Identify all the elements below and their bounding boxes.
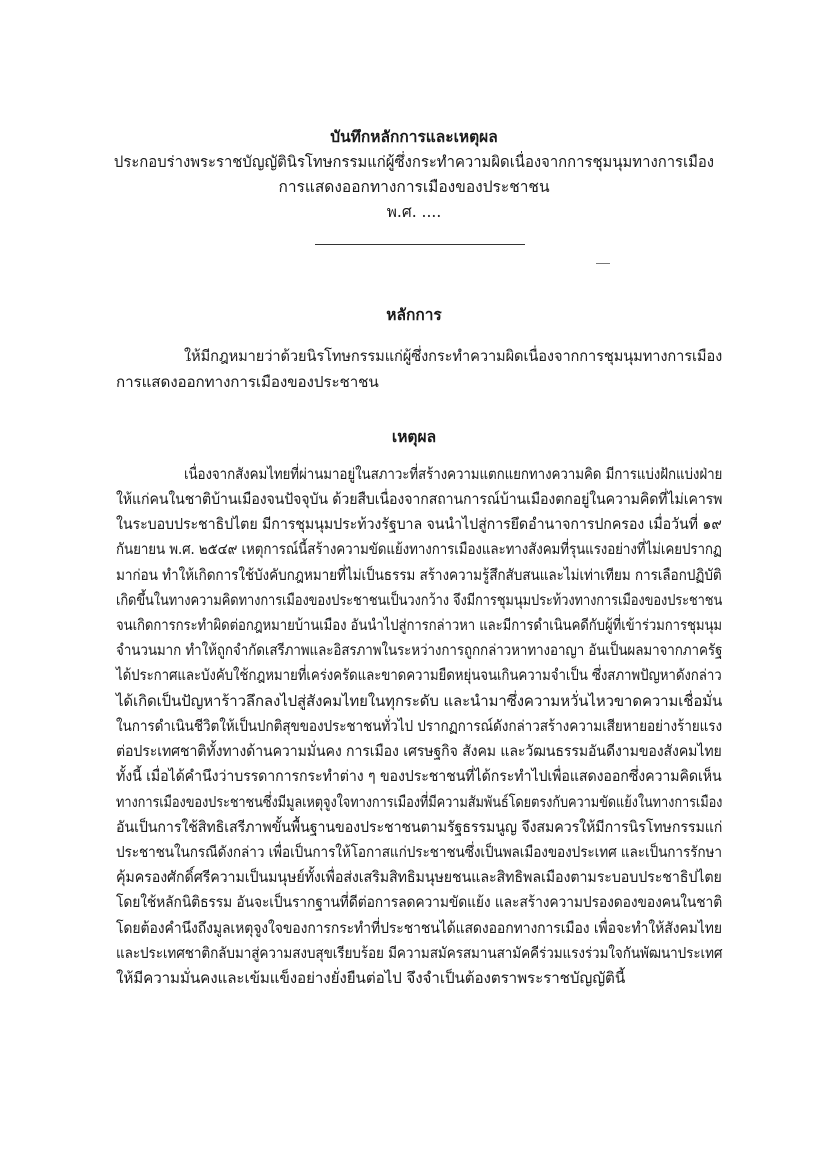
reason-line: ได้เกิดเป็นปัญหาร้าวลึกลงไปสู่สังคมไทยในทุกระดับ และนำมาซึ่งความหวั่นไหวขาดความเชื่อมั่น — [116, 692, 723, 710]
reason-line: กันยายน พ.ศ. ๒๕๔๙ เหตุการณ์นี้สร้างความขัดแย้งทางการเมืองและทางสังคมที่รุนแรงอย่างที่ไม่เคยปรากฏ — [116, 540, 722, 558]
reason-line: จนเกิดการกระทำผิดต่อกฎหมายบ้านเมือง อันนำไปสู่การกล่าวหา และมีการดำเนินคดีกับผู้ที่เข้าร่วมการชุมนุม — [116, 616, 723, 634]
reason-line: โดยใช้หลักนิติธรรม อันจะเป็นรากฐานที่ดีต่อการลดความขัดแย้ง และสร้างความปรองดองของคนในชาติ — [116, 893, 723, 911]
reason-line: อันเป็นการใช้สิทธิเสรีภาพขั้นพื้นฐานของประชาชนตามรัฐธรรมนูญ จึงสมควรให้มีการนิรโทษกรรมแก่ — [116, 818, 723, 836]
principle-line: ให้มีกฎหมายว่าด้วยนิรโทษกรรมแก่ผู้ซึ่งกระทำความผิดเนื่องจากการชุมนุมทางการเมือง — [184, 347, 723, 365]
document-subtitle-line-2: การแสดงออกทางการเมืองของประชาชน — [278, 178, 550, 196]
reason-line: ในการดำเนินชีวิตให้เป็นปกติสุขของประชาชนทั่วไป ปรากฏการณ์ดังกล่าวสร้างความเสียหายอย่างร้ายแรง — [116, 717, 722, 735]
reason-line: ทั้งนี้ เมื่อได้คำนึงว่าบรรดาการกระทำต่าง ๆ ของประชาชนที่ได้กระทำไปเพื่อแสดงออกซึ่งความคิดเห็น — [116, 767, 722, 785]
reason-line: เกิดขึ้นในทางความคิดทางการเมืองของประชาชนเป็นวงกว้าง จึงมีการชุมนุมประท้วงทางการเมืองของประชาชน — [116, 591, 723, 609]
reason-line: โดยต้องคำนึงถึงมูลเหตุจูงใจของการกระทำที่ประชาชนได้แสดงออกทางการเมือง เพื่อจะทำให้สังคมไทย — [116, 919, 722, 937]
principle-line: การแสดงออกทางการเมืองของประชาชน — [116, 373, 379, 391]
reason-line: ทางการเมืองของประชาชนซึ่งมีมูลเหตุจูงใจทางการเมืองที่มีความสัมพันธ์โดยตรงกับความขัดแย้งในทางการเมือง — [116, 793, 723, 811]
reason-line: ให้แก่คนในชาติบ้านเมืองจนปัจจุบัน ด้วยสืบเนื่องจากสถานการณ์บ้านเมืองตกอยู่ในความคิดที่ไม่เคารพ — [116, 490, 723, 508]
scan-artifact — [596, 263, 610, 264]
reason-line: และประเทศชาติกลับมาสู่ความสงบสุขเรียบร้อย มีความสมัครสมานสามัคคีร่วมแรงร่วมใจกันพัฒนาประเทศ — [116, 944, 723, 962]
reason-line: ในระบอบประชาธิปไตย มีการชุมนุมประท้วงรัฐบาล จนนำไปสู่การยึดอำนาจการปกครอง เมื่อวันที่ ๑๙ — [116, 515, 722, 533]
reason-line: ประชาชนในกรณีดังกล่าว เพื่อเป็นการให้โอกาสแก่ประชาชนซึ่งเป็นพลเมืองของประเทศ และเป็นการรักษา — [116, 843, 722, 861]
document-title: บันทึกหลักการและเหตุผล — [330, 127, 498, 146]
reason-line: ให้มีความมั่นคงและเข้มแข็งอย่างยั่งยืนต่อไป จึงจำเป็นต้องตราพระราชบัญญัตินี้ — [116, 969, 626, 987]
principle-heading: หลักการ — [386, 305, 442, 324]
reason-heading: เหตุผล — [391, 427, 437, 446]
reason-line: ต่อประเทศชาติทั้งทางด้านความมั่นคง การเมือง เศรษฐกิจ สังคม และวัฒนธรรมอันดีงามของสังคมไทย — [116, 742, 722, 760]
document-year: พ.ศ. .... — [386, 203, 442, 221]
reason-line: มาก่อน ทำให้เกิดการใช้บังคับกฎหมายที่ไม่เป็นธรรม สร้างความรู้สึกสับสนและไม่เท่าเทียม การเลือกปฏิบัติ — [116, 566, 722, 584]
document-subtitle-line-1: ประกอบร่างพระราชบัญญัตินิรโทษกรรมแก่ผู้ซึ่งกระทำความผิดเนื่องจากการชุมนุมทางการเมือง — [113, 153, 715, 171]
reason-line: ได้ประกาศและบังคับใช้กฎหมายที่เคร่งครัดและขาดความยืดหยุ่นจนเกินความจำเป็น ซึ่งสภาพปัญหาดังกล่าว — [116, 666, 722, 684]
reason-line: คุ้มครองศักดิ์ศรีความเป็นมนุษย์ทั้งเพื่อส่งเสริมสิทธิมนุษยชนและสิทธิพลเมืองตามระบอบประชาธิปไตย — [116, 868, 722, 886]
title-divider — [315, 244, 525, 245]
reason-line: เนื่องจากสังคมไทยที่ผ่านมาอยู่ในสภาวะที่สร้างความแตกแยกทางความคิด มีการแบ่งฝักแบ่งฝ่าย — [184, 465, 723, 483]
reason-line: จำนวนมาก ทำให้ถูกจำกัดเสรีภาพและอิสรภาพในระหว่างการถูกกล่าวหาทางอาญา อันเป็นผลมาจากภาครัฐ — [116, 641, 723, 659]
